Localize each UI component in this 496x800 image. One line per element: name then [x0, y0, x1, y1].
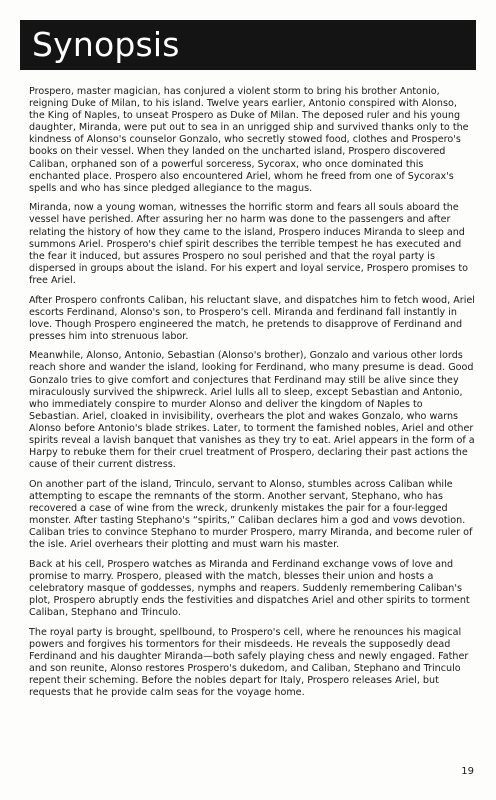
paragraph-5: On another part of the island, Trinculo, servant to Alonso, stumbles across Caliban while attempting to escape the remnants of the storm. Another servant, Stephano, who has recovered a case of wine from the wreck, drunkenly mistakes the pair for a four-legged monster. After tasting Stephano's “spirits,” Caliban declares him a god and vows devotion. Caliban tries to convince Stephano to murder Prospero, marry Miranda, and become ruler of the isle. Ariel overhears their plotting and must warn his master.: [29, 478, 473, 551]
paragraph-7: The royal party is brought, spellbound, to Prospero's cell, where he renounces his magical powers and forgives his tormentors for their misdeeds. He reveals the supposedly dead Ferdinand and his daughter Miranda—both safely playing chess and newly engaged. Father and son reunite, Alonso restores Prospero's dukedom, and Caliban, Stephano and Trinculo repent their scheming. Before the nobles depart for Italy, Prospero releases Ariel, but requests that he provide calm seas for the voyage home.: [29, 626, 469, 699]
paragraph-3: After Prospero confronts Caliban, his reluctant slave, and dispatches him to fetch wood, Ariel escorts Ferdinand, Alonso's son, to Prospero's cell. Miranda and ferdinand fall instantly in love. Though Prospero engineered the match, he pretends to disapprove of Ferdinand and presses him into strenuous labor.: [29, 294, 475, 342]
synopsis-body: [29, 86, 475, 707]
paragraph-2: Miranda, now a young woman, witnesses the horrific storm and fears all souls aboard the vessel have perished. After assuring her no harm was done to the passengers and after relating the history of how they came to the island, Prospero induces Miranda to sleep and summons Ariel. Prospero's chief spirit describes the terrible tempest he has executed and the fear it induced, but assures Prospero no soul perished and that the royal party is dispersed in groups about the island. For his expert and loyal service, Prospero promises to free Ariel.: [29, 202, 468, 286]
title-banner: [20, 20, 476, 70]
paragraph-1: Prospero, master magician, has conjured a violent storm to bring his brother Antonio, reigning Duke of Milan, to his island. Twelve years earlier, Antonio conspired with Alonso, the King of Naples, to unseat Prospero as Duke of Milan. The deposed ruler and his young daughter, Miranda, were put out to sea in an unrigged ship and survived thanks only to the kindness of Alonso's counselor Gonzalo, who secretly stowed food, clothes and Prospero's books on their vessel. When they landed on the uncharted island, Prospero discovered Caliban, orphaned son of a powerful sorceress, Sycorax, who once dominated this enchanted place. Prospero also encountered Ariel, whom he freed from one of Sycorax's spells and who has since pledged allegiance to the magus.: [29, 86, 469, 194]
paragraph-6: Back at his cell, Prospero watches as Miranda and Ferdinand exchange vows of love and promise to marry. Prospero, pleased with the match, blesses their union and hosts a celebratory masque of goddesses, nymphs and reapers. Suddenly remembering Caliban's plot, Prospero abruptly ends the festivities and dispatches Ariel and other spirits to torment Caliban, Stephano and Trinculo.: [29, 558, 470, 619]
paragraph-4: Meanwhile, Alonso, Antonio, Sebastian (Alonso's brother), Gonzalo and various other lords reach shore and wander the island, looking for Ferdinand, who many presume is dead. Good Gonzalo tries to give comfort and conjectures that Ferdinand may still be alive since they miraculously survived the shipwreck. Ariel lulls all to sleep, except Sebastian and Antonio, who immediately conspire to murder Alonso and deliver the kingdom of Naples to Sebastian. Ariel, cloaked in invisibility, overhears the plot and wakes Gonzalo, who warns Alonso before Antonio's blade strikes. Later, to torment the famished nobles, Ariel and other spirits reveal a lavish banquet that vanishes as they try to eat. Ariel appears in the form of a Harpy to rebuke them for their cruel treatment of Prospero, declaring their past actions the cause of their current distress.: [29, 350, 475, 471]
page-title: Synopsis: [32, 25, 180, 64]
page-number: 19: [461, 766, 474, 777]
